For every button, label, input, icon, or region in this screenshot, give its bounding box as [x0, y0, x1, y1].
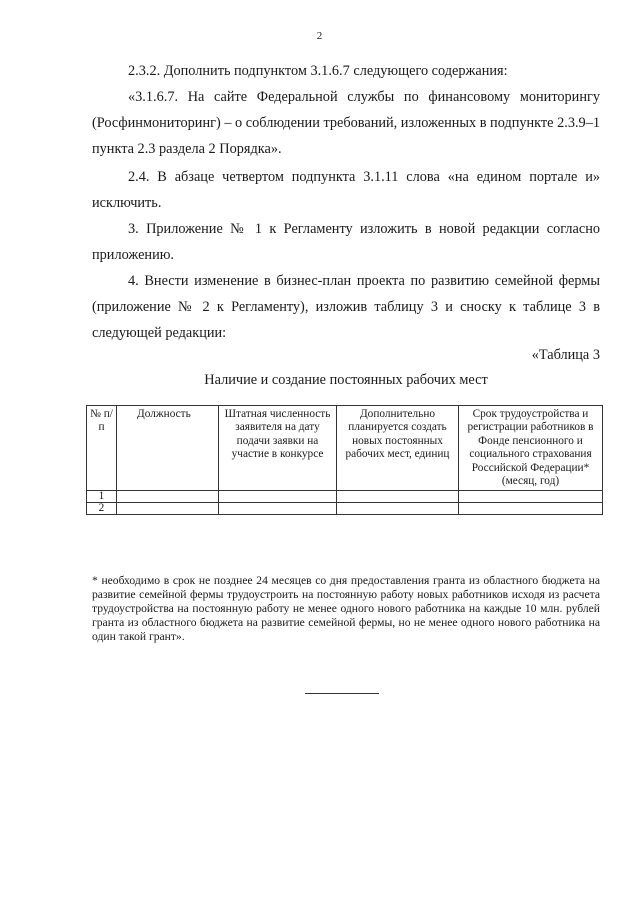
- header-position: Должность: [117, 406, 219, 491]
- paragraph-2-4: 2.4. В абзаце четвертом подпункта 3.1.11 слова «на едином портале и» исключить.: [92, 169, 600, 211]
- table-cell: [117, 503, 219, 515]
- paragraph-3: 3. Приложение № 1 к Регламенту изложить в новой редакции согласно приложению.: [92, 221, 600, 263]
- table-cell: [459, 503, 603, 515]
- jobs-table: [86, 405, 603, 515]
- paragraph-2-3-2: 2.3.2. Дополнить подпунктом 3.1.6.7 следующего содержания:: [128, 63, 508, 79]
- header-staff-count: Штатная численность заявителя на дату подачи заявки на участие в конкурсе: [219, 406, 337, 491]
- table-row: [87, 503, 603, 515]
- table-header-row: [87, 406, 603, 491]
- end-of-document-line: [305, 693, 379, 694]
- table-cell: [459, 491, 603, 503]
- table-cell: [337, 491, 459, 503]
- table-footnote: * необходимо в срок не позднее 24 месяцев со дня предоставления гранта из областного бюджета на развитие семейной фермы трудоустроить на постоянную работу новых работников исходя из расчета трудоустройства на постоянную работу не менее одного нового работника на каждые 10 млн. рублей гранта из областного бюджета на развитие семейной фермы, но не менее одного нового работника на один такой грант».: [92, 574, 600, 643]
- page-number: 2: [316, 30, 323, 42]
- table-cell: [337, 503, 459, 515]
- header-number: № п/п: [87, 406, 117, 491]
- table-cell: [219, 503, 337, 515]
- header-new-jobs: Дополнительно планируется создать новых постоянных рабочих мест, единиц: [337, 406, 459, 491]
- table-row: [87, 491, 603, 503]
- table-cell: 2: [87, 503, 117, 515]
- table-cell: 1: [87, 491, 117, 503]
- header-employment-term: Срок трудоустройства и регистрации работников в Фонде пенсионного и социального страхования Российской Федерации* (месяц, год): [459, 406, 603, 491]
- table-cell: [219, 491, 337, 503]
- table-caption: Наличие и создание постоянных рабочих мест: [204, 372, 488, 388]
- paragraph-3-1-6-7: «3.1.6.7. На сайте Федеральной службы по финансовому мониторингу (Росфинмониторинг) – о соблюдении требований, изложенных в подпункте 2.3.9–1 пункта 2.3 раздела 2 Порядка».: [92, 89, 600, 157]
- paragraph-4: 4. Внести изменение в бизнес-план проекта по развитию семейной фермы (приложение № 2 к Регламенту), изложив таблицу 3 и сноску к таблице 3 в следующей редакции:: [92, 273, 600, 341]
- table-cell: [117, 491, 219, 503]
- table-label: «Таблица 3: [531, 347, 600, 363]
